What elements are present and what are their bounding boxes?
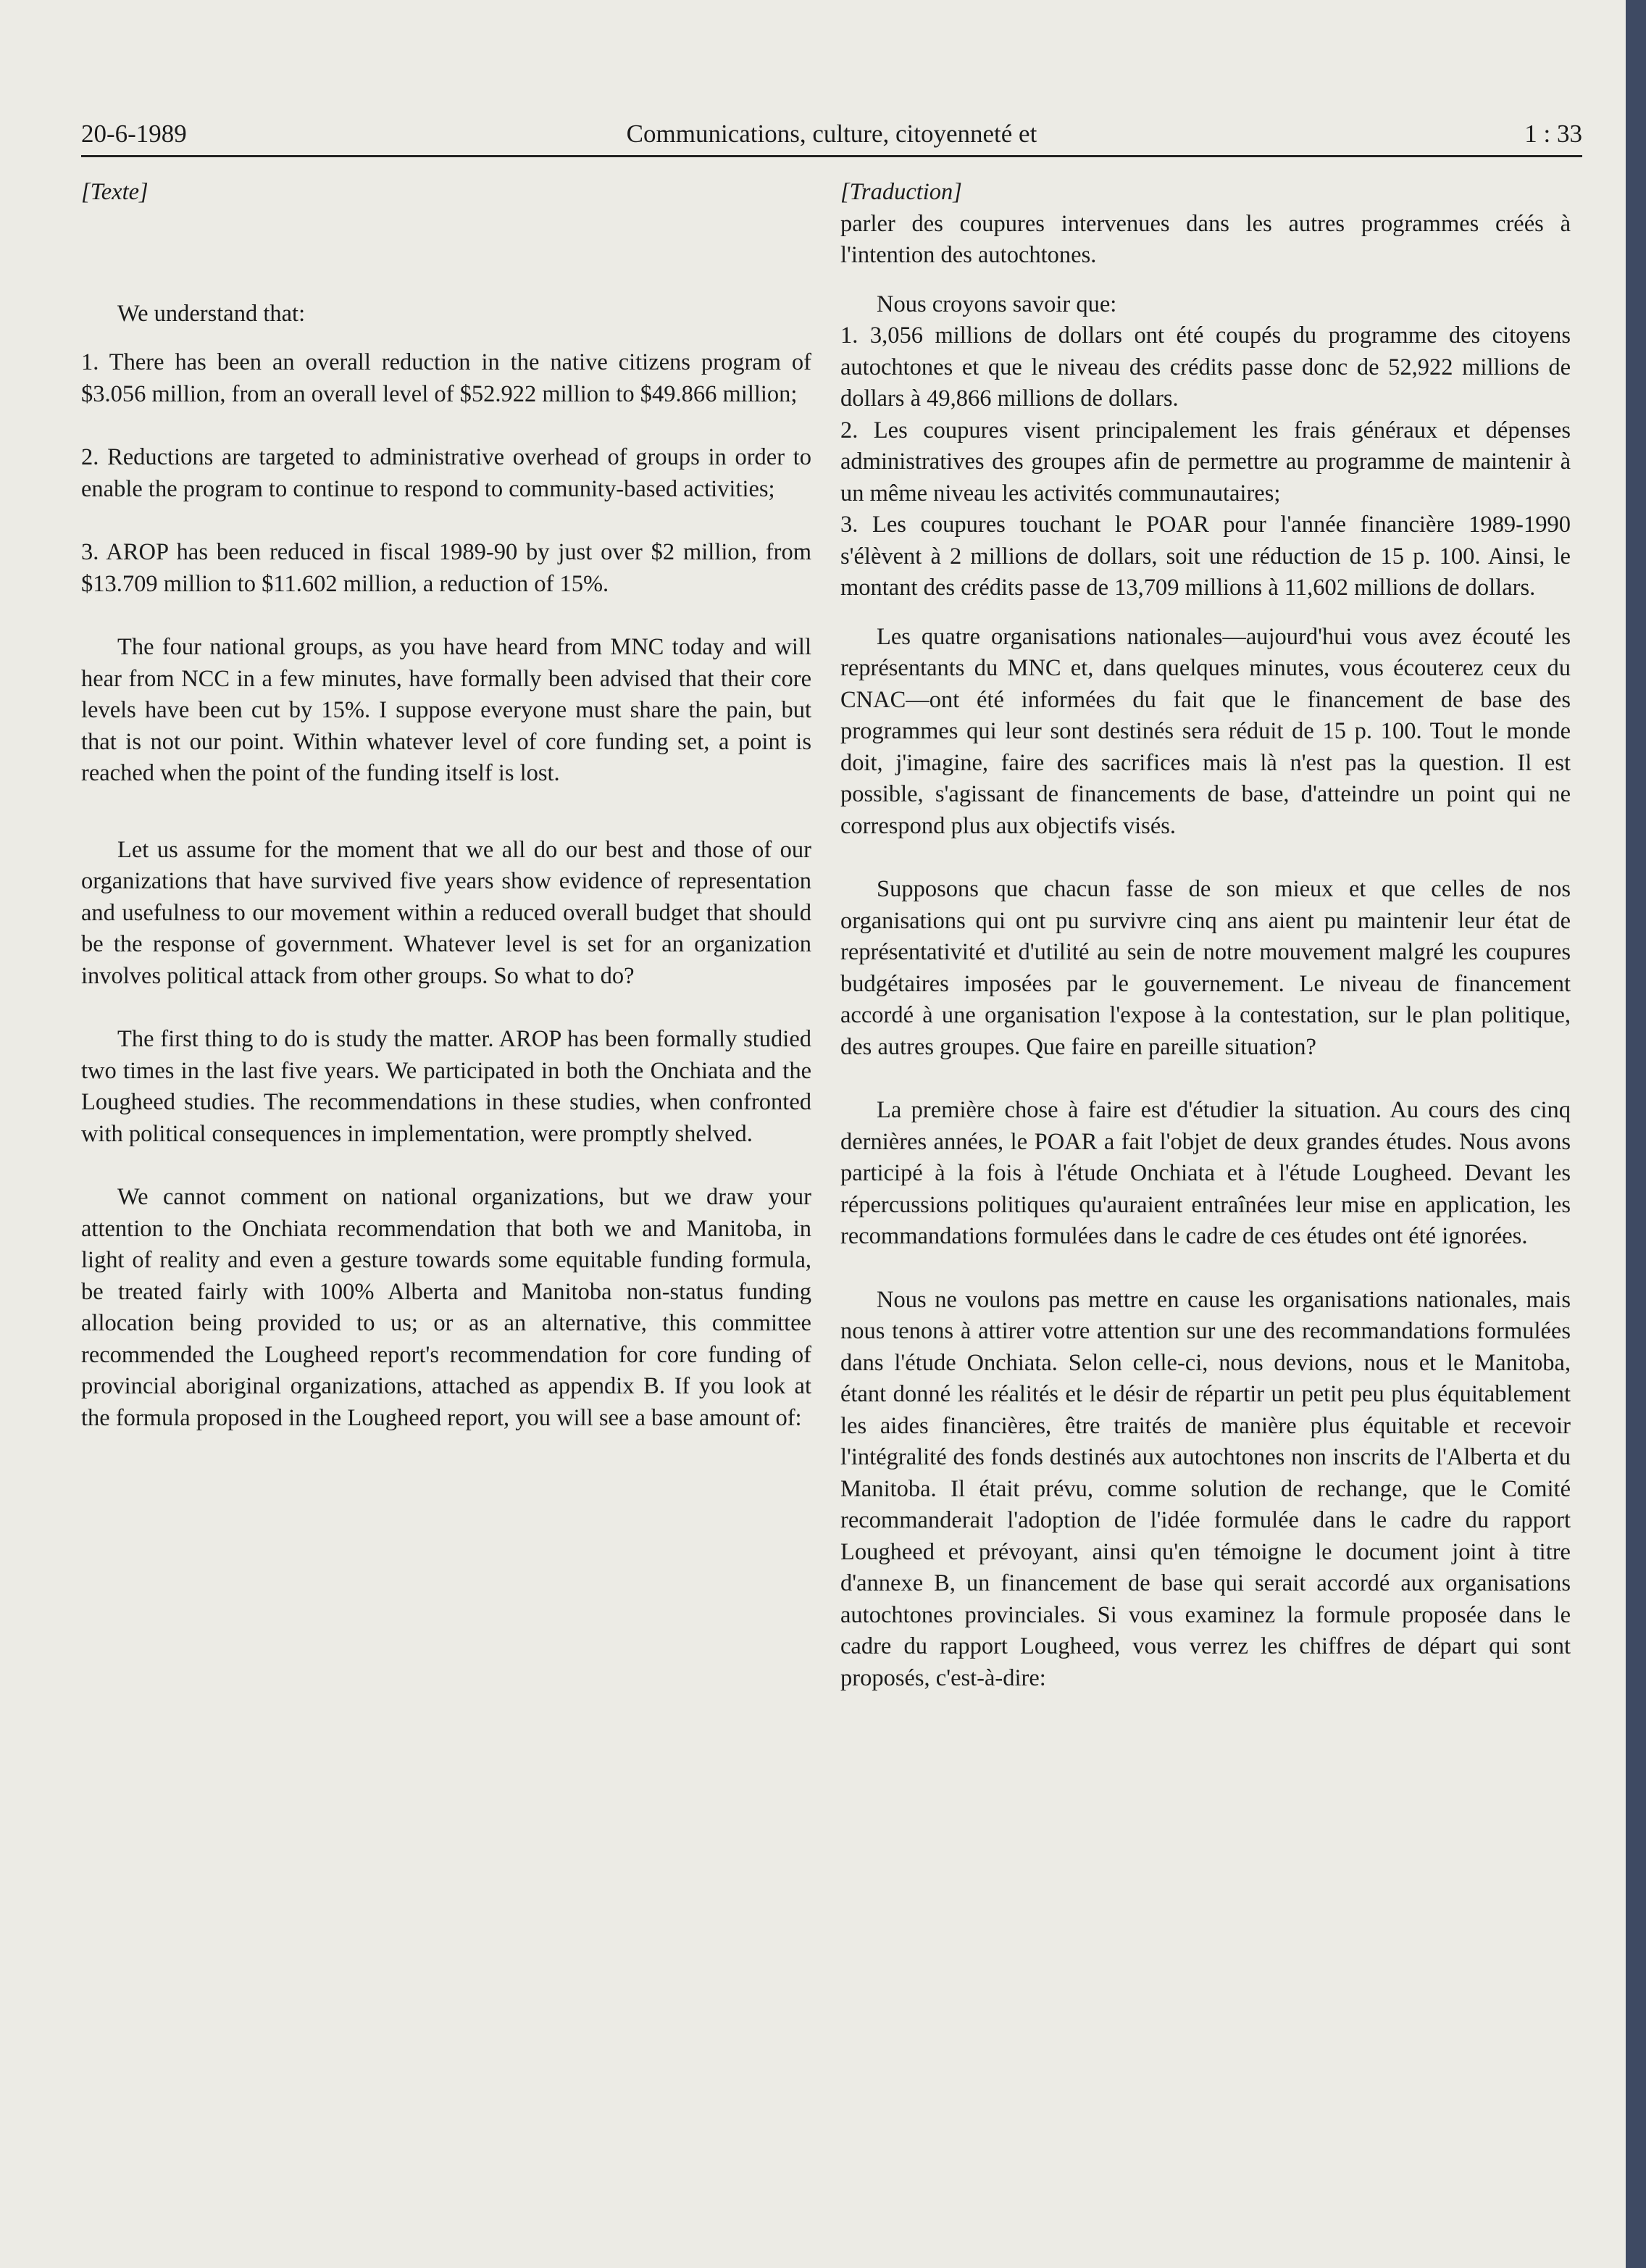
paragraph: We cannot comment on national organizations, but we draw your attention to the Onchiata recommendation that both we and Manitoba, in light of reality and even a gesture towards some equitable funding formula, be treated fairly with 100% Alberta and Manitoba non-status funding allocation being provided to us; or as an alternative, this committee recommended the Lougheed report's recommendation for core funding of provincial aboriginal organizations, attached as appendix B. If you look at the formula proposed in the Lougheed report, you will see a base amount of: [81, 1184, 811, 1431]
page-header [81, 114, 1582, 157]
paragraph: Nous croyons savoir que: [877, 291, 1117, 317]
paragraph: Les quatre organisations nationales—aujourd'hui vous avez écouté les représentants du MNC et, dans quelques minutes, vous écouterez ceux du CNAC—ont été informées du fait que le financement de base des programmes qui leur sont destinés sera réduit de 15 p. 100. Tout le monde doit, j'imagine, faire des sacrifices mais là n'est pas la question. Il est possible, s'agissant de financements de base, d'atteindre un point qui ne correspond plus aux objectifs visés. [840, 623, 1571, 839]
paragraph: 3. AROP has been reduced in fiscal 1989-90 by just over $2 million, from $13.709 million to $11.602 million, a reduction of 15%. [81, 539, 811, 597]
header-page-number: 1 : 33 [1524, 120, 1582, 148]
paragraph: 1. There has been an overall reduction in the native citizens program of $3.056 million, from an overall level of $52.922 million to $49.866 million; [81, 349, 811, 407]
paragraph: La première chose à faire est d'étudier la situation. Au cours des cinq dernières années, le POAR a fait l'objet de deux grandes études. Nous avons participé à la fois à l'étude Onchiata et à l'étude Lougheed. Devant les répercussions politiques qu'auraient entraînées leur mise en application, les recommandations formulées dans le cadre de ces études ont été ignorées. [840, 1097, 1571, 1249]
paragraph: The four national groups, as you have heard from MNC today and will hear from NCC in a few minutes, have formally been advised that their core levels have been cut by 15%. I suppose everyone must share the pain, but that is not our point. Within whatever level of core funding set, a point is reached when the point of the funding itself is lost. [81, 634, 811, 786]
paragraph: Supposons que chacun fasse de son mieux et que celles de nos organisations qui ont pu survivre cinq ans aient pu maintenir leur état de représentativité et d'utilité au sein de notre mouvement malgré les coupures budgétaires imposées par le gouvernement. Le niveau de financement accordé à une organisation l'expose à la contestation, sur le plan politique, des autres groupes. Que faire en pareille situation? [840, 876, 1571, 1060]
paragraph: parler des coupures intervenues dans les autres programmes créés à l'intention des autochtones. [840, 210, 1571, 268]
paragraph: 1. 3,056 millions de dollars ont été coupés du programme des citoyens autochtones et que le niveau des crédits passe donc de 52,922 millions de dollars à 49,866 millions de dollars. [840, 322, 1571, 412]
header-title: Communications, culture, citoyenneté et [626, 120, 1037, 148]
paragraph: 2. Les coupures visent principalement les frais généraux et dépenses administratives des groupes afin de permettre au programme de maintenir à un même niveau les activités communautaires; [840, 417, 1571, 506]
paragraph: 3. Les coupures touchant le POAR pour l'année financière 1989-1990 s'élèvent à 2 millions de dollars, soit une réduction de 15 p. 100. Ainsi, le montant des crédits passe de 13,709 millions à 11,602 millions de dollars. [840, 512, 1571, 601]
header-date: 20-6-1989 [81, 120, 187, 148]
french-column [840, 177, 1571, 1694]
paragraph: 2. Reductions are targeted to administrative overhead of groups in order to enable the program to continue to respond to community-based activities; [81, 444, 811, 502]
column-label: [Traduction] [840, 179, 962, 205]
page-edge [1626, 0, 1646, 2268]
paragraph: We understand that: [117, 300, 306, 327]
column-label: [Texte] [81, 179, 149, 205]
paragraph: The first thing to do is study the matter. AROP has been formally studied two times in the last five years. We participated in both the Onchiata and the Lougheed studies. The recommendations in these studies, when confronted with political consequences in implementation, were promptly shelved. [81, 1026, 811, 1147]
english-column [81, 177, 811, 1434]
paragraph: Let us assume for the moment that we all do our best and those of our organizations that have survived five years show evidence of representation and usefulness to our movement within a reduced overall budget that should be the response of government. Whatever level is set for an organization involves political attack from other groups. So what to do? [81, 836, 811, 989]
paragraph: Nous ne voulons pas mettre en cause les organisations nationales, mais nous tenons à attirer votre attention sur une des recommandations formulées dans l'étude Onchiata. Selon celle-ci, nous devions, nous et le Manitoba, étant donné les réalités et le désir de répartir un petit peu plus équitablement les aides financières, être traités de manière plus équitable et recevoir l'intégralité des fonds destinés aux autochtones non inscrits de l'Alberta et du Manitoba. Il était prévu, comme solution de rechange, que le Comité recommanderait l'adoption de l'idée formulée dans le cadre du rapport Lougheed et prévoyant, ainsi qu'en témoigne le document joint à titre d'annexe B, un financement de base qui serait accordé aux organisations autochtones provinciales. Si vous examinez la formule proposée dans le cadre du rapport Lougheed, vous verrez les chiffres de départ qui sont proposés, c'est-à-dire: [840, 1286, 1571, 1691]
